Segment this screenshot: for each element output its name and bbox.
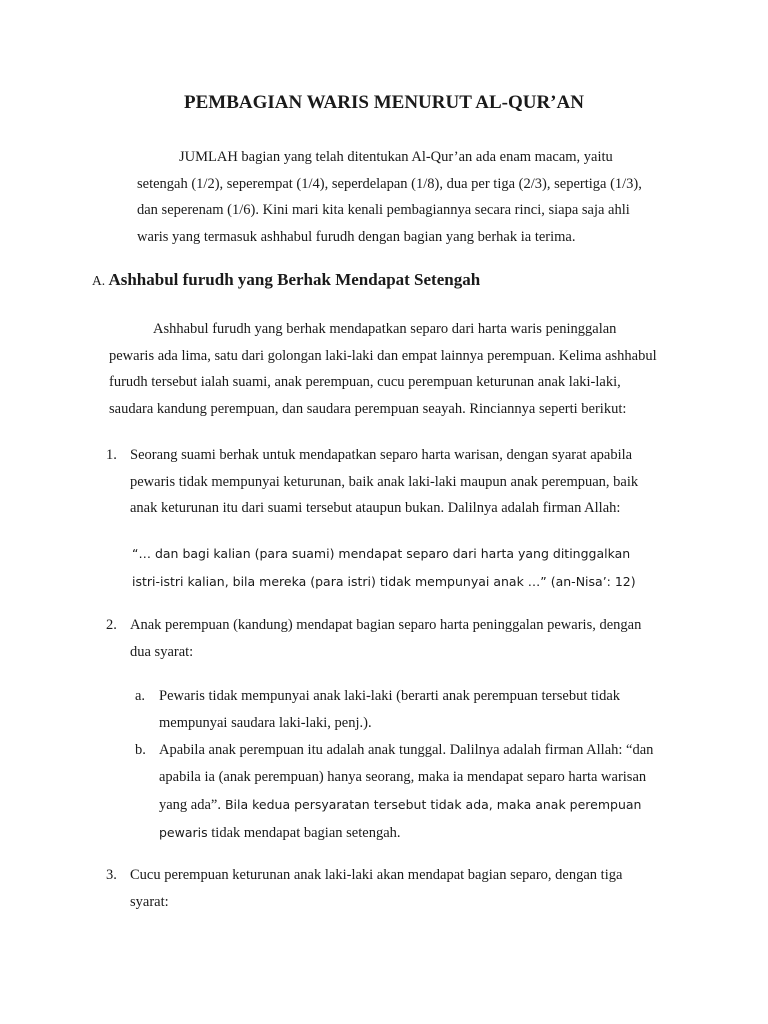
- list-item-text: Cucu perempuan keturunan anak laki-laki akan mendapat bagian separo, dengan tiga syarat:: [130, 867, 623, 910]
- sub-item-text: Pewaris tidak mempunyai anak laki-laki (berarti anak perempuan tersebut tidak mempunyai saudara laki-laki, penj.).: [159, 688, 621, 731]
- section-a-heading: [92, 270, 480, 290]
- list-item-text: Seorang suami berhak untuk mendapatkan separo harta warisan, dengan syarat apabila pewaris tidak mempunyai keturunan, baik anak laki-laki maupun anak perempuan, baik anak keturunan itu dari suami tersebut ataupun bukan. Dalilnya adalah firman Allah:: [130, 447, 639, 516]
- sub-item-text-part2: Bila kedua persyaratan tersebut tidak ada, maka anak perempuan pewaris: [159, 797, 642, 840]
- quran-quote: “… dan bagi kalian (para suami) mendapat separo dari harta yang ditinggalkan istri-istri kalian, bila mereka (para istri) tidak mempunyai anak …” (an-Nisa’: 12): [132, 546, 636, 589]
- section-a-paragraph: Ashhabul furudh yang berhak mendapatkan separo dari harta waris peninggalan pewaris ada lima, satu dari golongan laki-laki dan empat lainnya perempuan. Kelima ashhabul furudh tersebut ialah suami, anak perempuan, cucu perempuan keturunan anak laki-laki, saudara kandung perempuan, dan saudara perempuan seayah. Rinciannya seperti berikut:: [109, 321, 657, 417]
- page-title: PEMBAGIAN WARIS MENURUT AL-QUR’AN: [184, 92, 584, 113]
- list-item-number: 3.: [106, 867, 117, 883]
- section-a-title: Ashhabul furudh yang Berhak Mendapat Setengah: [108, 270, 481, 289]
- sub-item-letter: a.: [135, 688, 146, 704]
- list-item-number: 1.: [106, 447, 117, 463]
- sub-item-letter: b.: [135, 742, 146, 758]
- list-item-number: 2.: [106, 617, 117, 633]
- section-a-letter: A.: [92, 273, 106, 288]
- sub-item-text: [159, 737, 655, 847]
- intro-paragraph: JUMLAH bagian yang telah ditentukan Al-Qur’an ada enam macam, yaitu setengah (1/2), seperempat (1/4), seperdelapan (1/8), dua per tiga (2/3), sepertiga (1/3), dan seperenam (1/6). Kini mari kita kenali pembagiannya secara rinci, siapa saja ahli waris yang termasuk ashhabul furudh dengan bagian yang berhak ia terima.: [137, 149, 642, 245]
- list-item-text: Anak perempuan (kandung) mendapat bagian separo harta peninggalan pewaris, dengan dua syarat:: [130, 617, 642, 660]
- sub-item-text-part1: Apabila anak perempuan itu adalah anak tunggal. Dalilnya adalah firman Allah: “dan apabila ia (anak perempuan) hanya seorang, maka ia mendapat separo harta warisan yang ada”.: [159, 742, 654, 813]
- sub-item-text-part3: tidak mendapat bagian setengah.: [207, 825, 401, 841]
